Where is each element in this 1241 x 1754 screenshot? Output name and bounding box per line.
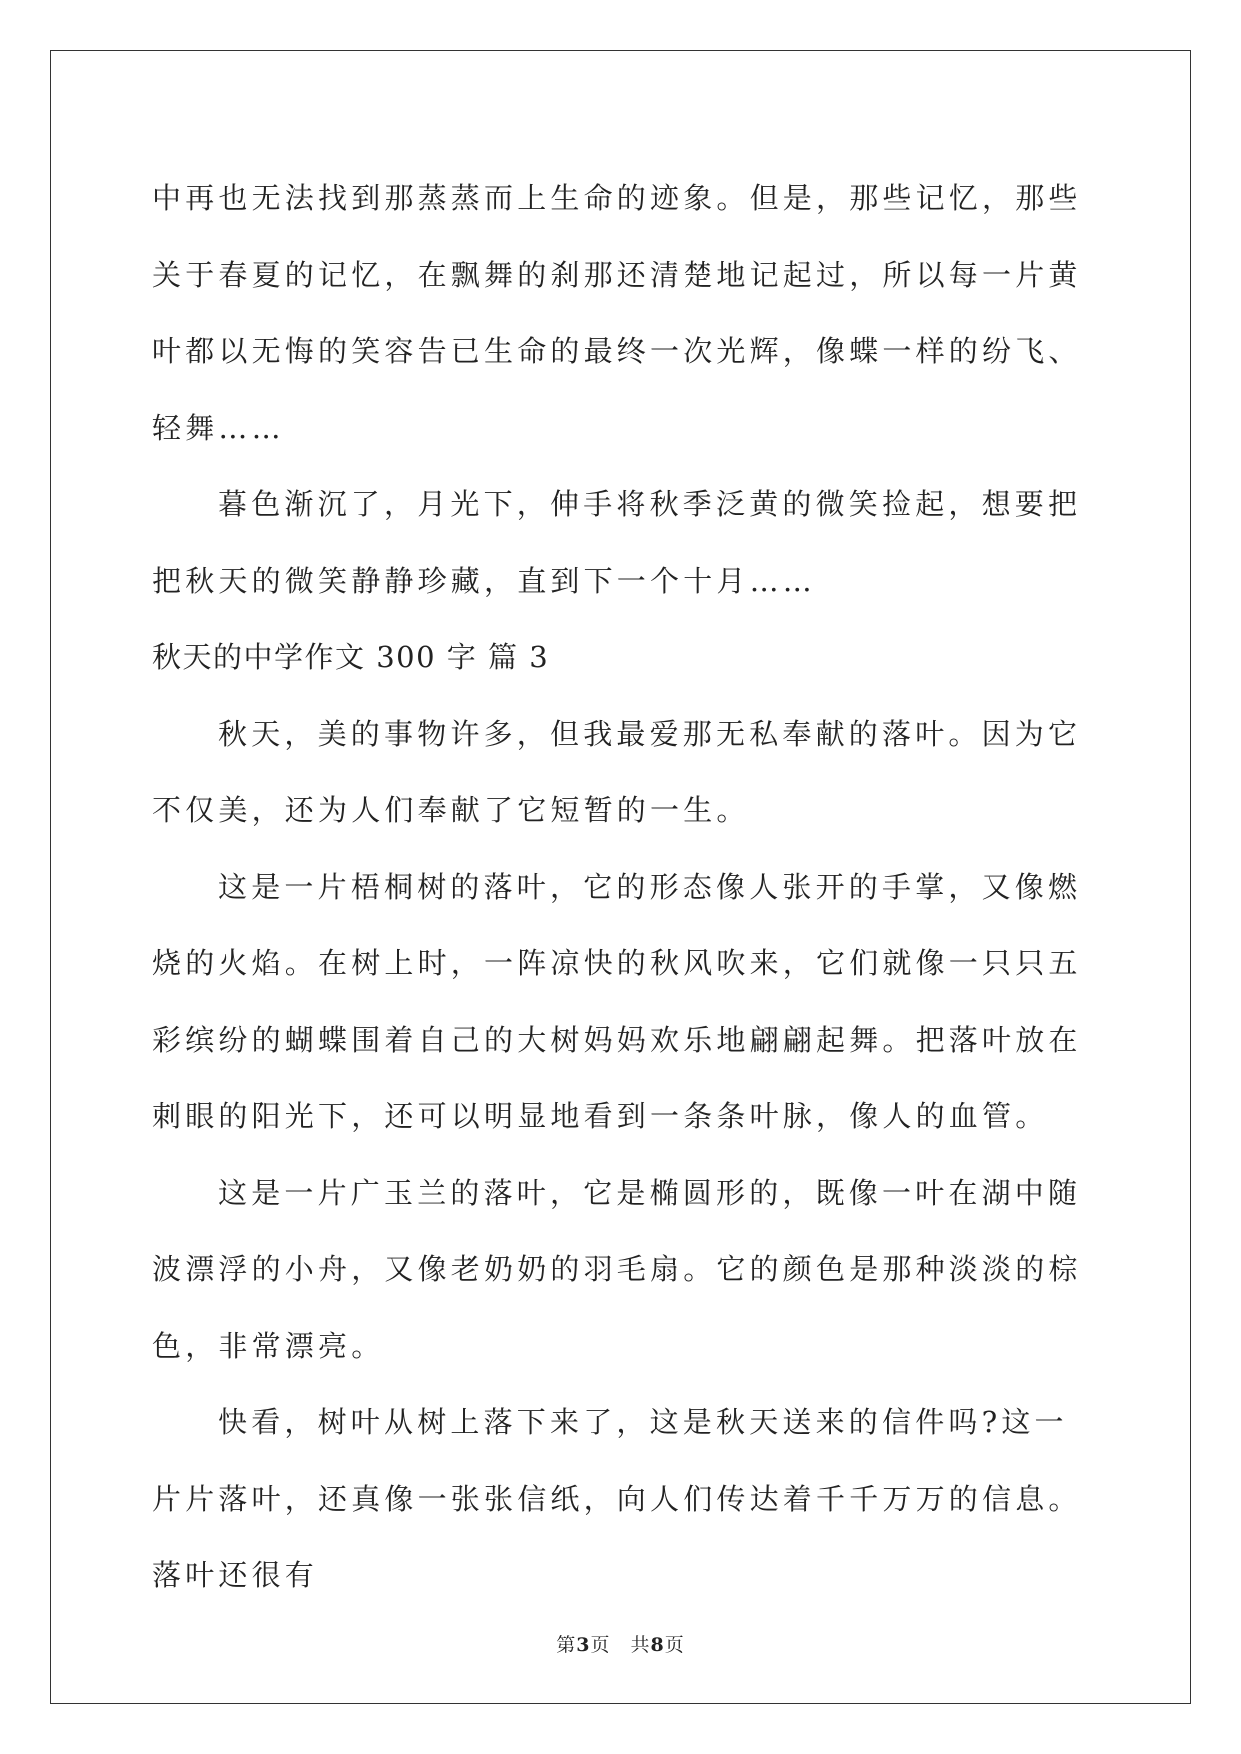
paragraph: 这是一片梧桐树的落叶，它的形态像人张开的手掌，又像燃烧的火焰。在树上时，一阵凉快的秋风吹来，它们就像一只只五彩缤纷的蝴蝶围着自己的大树妈妈欢乐地翩翩起舞。把落叶放在刺眼的阳光下，还可以明显地看到一条条叶脉，像人的血管。 (152, 869, 1082, 1133)
paragraph: 快看，树叶从树上落下来了，这是秋天送来的信件吗?这一片片落叶，还真像一张张信纸，向人们传达着千千万万的信息。落叶还很有 (152, 1405, 1082, 1592)
paragraph: 暮色渐沉了，月光下，伸手将秋季泛黄的微笑捡起，想要把把秋天的微笑静静珍藏，直到下一个十月…… (152, 487, 1082, 598)
page-footer (0, 1630, 1241, 1657)
paragraph: 秋天，美的事物许多，但我最爱那无私奉献的落叶。因为它不仅美，还为人们奉献了它短暂的一生。 (152, 716, 1082, 827)
paragraph: 这是一片广玉兰的落叶，它是椭圆形的，既像一叶在湖中随波漂浮的小舟，又像老奶奶的羽毛扇。它的颜色是那种淡淡的棕色，非常漂亮。 (152, 1175, 1082, 1363)
page-label-prefix: 第 (556, 1634, 577, 1656)
section-heading: 秋天的中学作文 300 字 篇 3 (152, 640, 550, 674)
page-label-unit: 页 (590, 1634, 611, 1656)
total-page-number: 8 (650, 1634, 665, 1656)
total-label-prefix: 共 (630, 1634, 651, 1656)
document-body (152, 160, 1092, 1614)
current-page-number: 3 (576, 1634, 591, 1656)
total-label-unit: 页 (664, 1634, 685, 1656)
paragraph: 中再也无法找到那蒸蒸而上生命的迹象。但是，那些记忆，那些关于春夏的记忆，在飘舞的刹那还清楚地记起过，所以每一片黄叶都以无悔的笑容告已生命的最终一次光辉，像蝶一样的纷飞、轻舞…… (152, 181, 1082, 445)
